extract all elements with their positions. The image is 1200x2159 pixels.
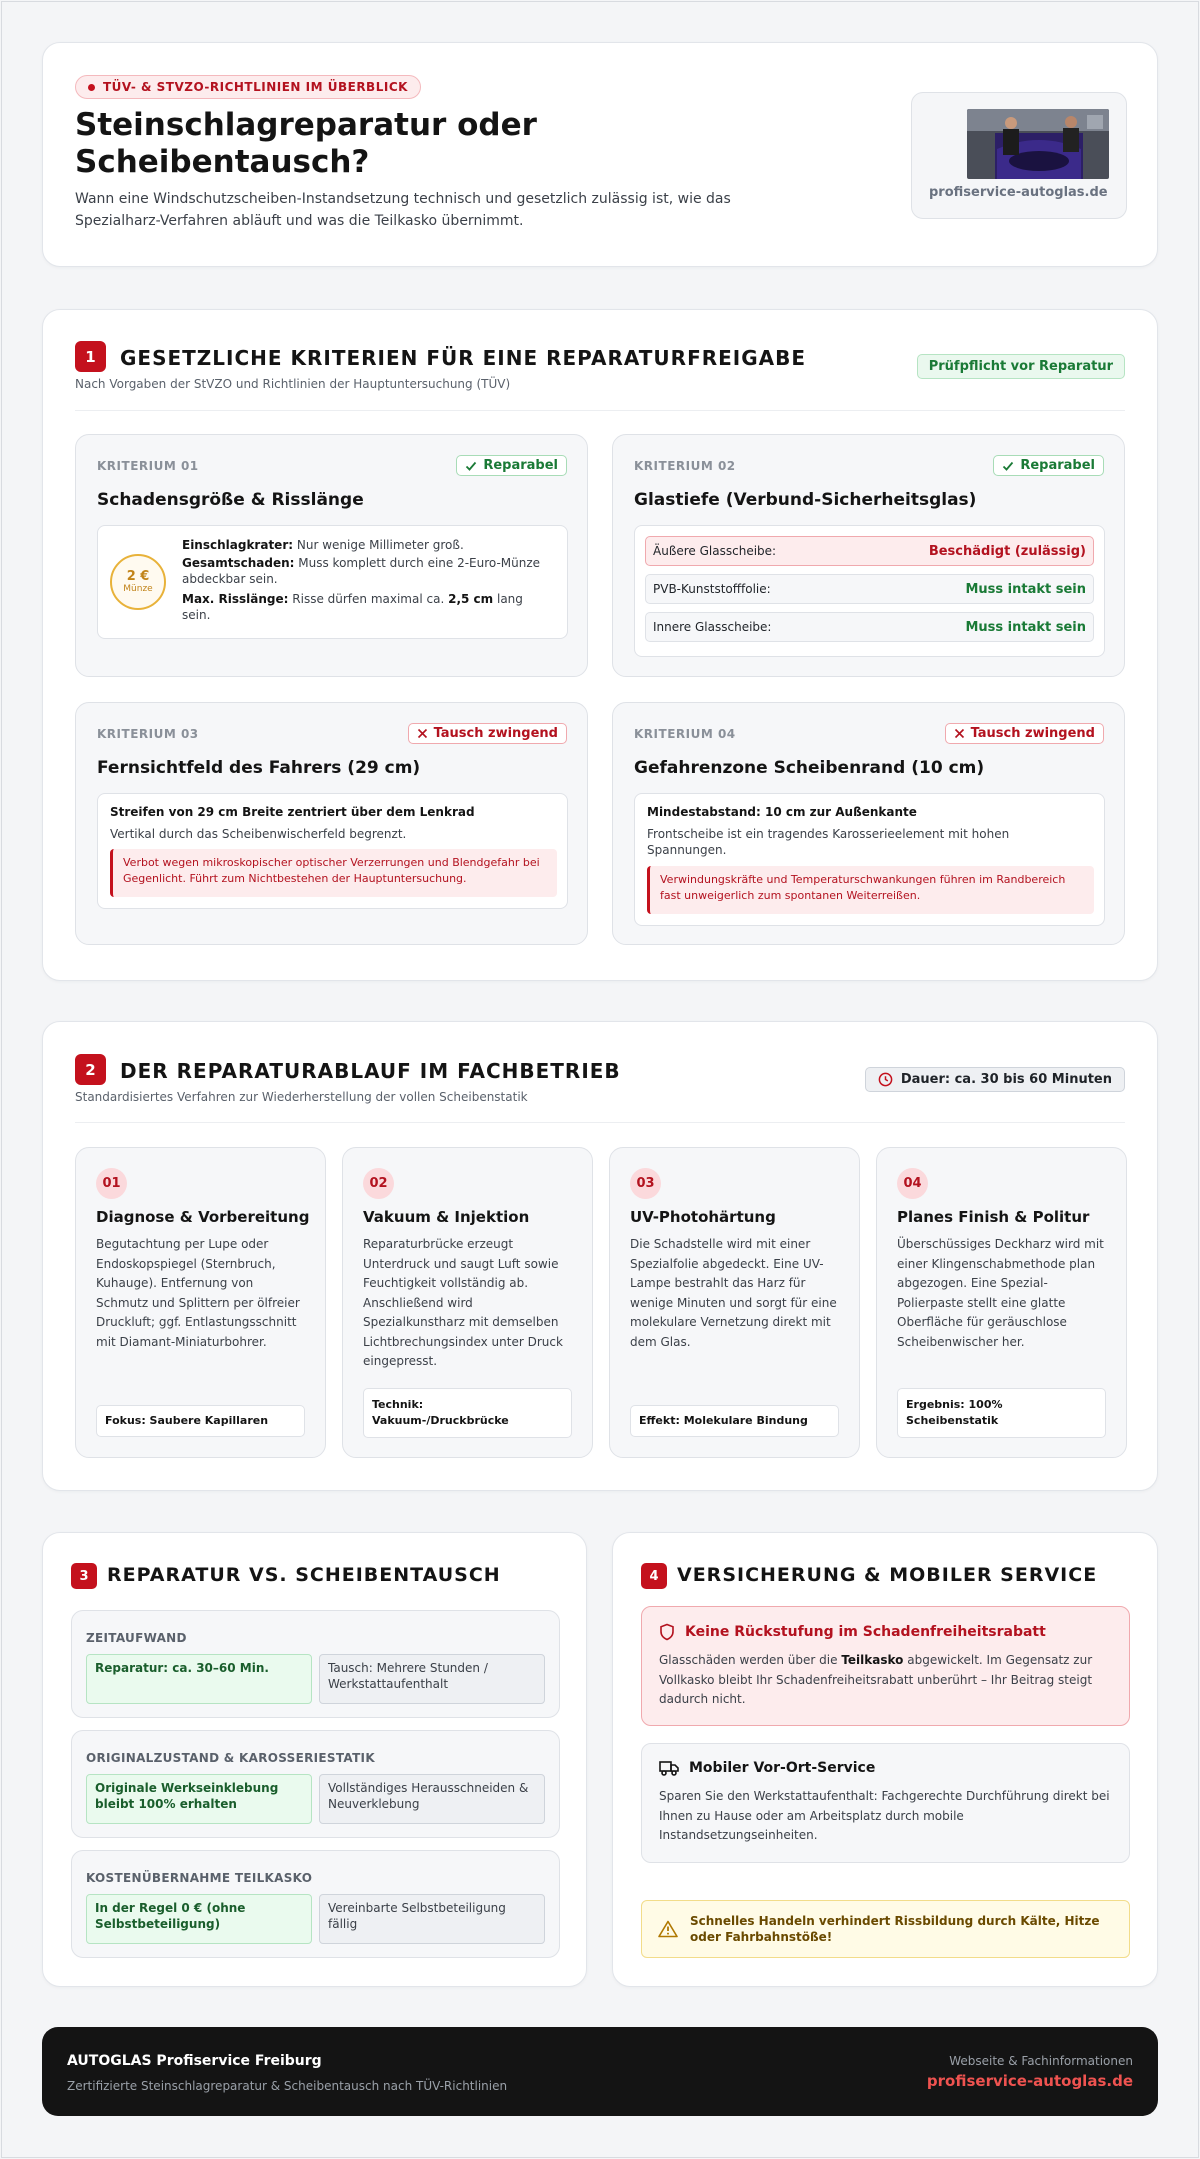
step-title: Diagnose & Vorbereitung xyxy=(96,1208,310,1226)
crack-length-rule: Max. Risslänge: Risse dürfen maximal ca. 2,5 cm lang sein. xyxy=(182,592,523,622)
comparison-row-original xyxy=(71,1730,560,1838)
repair-value: Reparatur: ca. 30–60 Min. xyxy=(86,1654,312,1704)
step-text: Begutachtung per Lupe oder Endoskopspiegel (Sternbruch, Kuhauge). Entfernung von Schmutz und Splittern per ölfreier Druckluft; ggf. Entlastungsschnitt mit Diamant-Miniaturbohrer. xyxy=(96,1237,300,1349)
page-footer xyxy=(42,2027,1158,2116)
warning-icon xyxy=(658,1920,678,1938)
total-damage-rule: Gesamtschaden: Muss komplett durch eine 2-Euro-Münze abdeckbar sein. xyxy=(182,556,541,586)
page-title xyxy=(75,107,537,181)
criterion-card-1 xyxy=(75,434,588,677)
process-step-3 xyxy=(609,1147,860,1458)
x-icon xyxy=(417,728,428,739)
replace-badge-label: Tausch zwingend xyxy=(433,726,558,741)
process-step-4 xyxy=(876,1147,1127,1458)
insurance-info-box xyxy=(641,1606,1130,1726)
coin-text: Münze xyxy=(123,583,153,594)
glass-layers xyxy=(634,525,1105,657)
inspection-tag: Prüfpflicht vor Reparatur xyxy=(917,354,1125,379)
comparison-row-time xyxy=(71,1610,560,1718)
step-text: Die Schadstelle wird mit einer Spezialfolie abgedeckt. Eine UV- Lampe bestrahlt das Harz für wenige Minuten und sorgt für eine molekulare Vernetzung direkt mit dem Glas. xyxy=(630,1237,837,1349)
criterion-detail xyxy=(97,525,568,639)
comparison-label: ORIGINALZUSTAND & KAROSSERIESTATIK xyxy=(86,1751,375,1765)
footer-brand: AUTOGLAS Profiservice Freiburg xyxy=(67,2053,322,2069)
urgency-alert xyxy=(641,1900,1130,1958)
criterion-label: KRITERIUM 02 xyxy=(634,459,736,473)
repairable-badge-label: Reparabel xyxy=(483,458,558,473)
shield-icon xyxy=(659,1623,675,1641)
lead-line1: Wann eine Windschutzscheiben-Instandsetzung technisch und gesetzlich zulässig ist, wie das xyxy=(75,191,731,207)
header-card xyxy=(42,42,1158,267)
section2-title: DER REPARATURABLAUF IM FACHBETRIEB xyxy=(120,1059,621,1083)
duration-label: Dauer: ca. 30 bis 60 Minuten xyxy=(900,1072,1112,1087)
pill-dot-icon xyxy=(88,84,95,91)
mobile-service-box xyxy=(641,1743,1130,1863)
crater-rule: Einschlagkrater: Nur wenige Millimeter groß. xyxy=(182,538,464,552)
coin-icon xyxy=(110,554,166,610)
pill-label: TÜV- & STVZO-RICHTLINIEN IM ÜBERBLICK xyxy=(103,80,408,94)
coin-value: 2 € xyxy=(126,568,150,584)
process-step-2 xyxy=(342,1147,593,1458)
section1-divider xyxy=(75,410,1125,411)
criterion-title: Schadensgröße & Risslänge xyxy=(97,490,364,510)
layer-inner-glass: Innere Glasscheibe: Muss intakt sein xyxy=(645,612,1094,642)
repairable-badge xyxy=(993,455,1104,476)
comparison-label: ZEITAUFWAND xyxy=(86,1631,187,1645)
clock-icon xyxy=(878,1072,893,1087)
repair-value: In der Regel 0 € (ohne Selbstbeteiligung) xyxy=(86,1894,312,1944)
mobile-service-text: Sparen Sie den Werkstattaufenthalt: Fachgerechte Durchführung direkt bei Ihnen zu Hause oder am Arbeitsplatz durch mobile Instandsetzungseinheiten. xyxy=(659,1789,1110,1842)
section-criteria xyxy=(42,309,1158,981)
detail-text: Frontscheibe ist ein tragendes Karosserieelement mit hohen Spannungen. xyxy=(647,827,1010,857)
replacement-value: Vollständiges Herausschneiden & Neuverklebung xyxy=(319,1774,545,1824)
detail-warning: Verbot wegen mikroskopischer optischer Verzerrungen und Blendgefahr bei Gegenlicht. Führt zum Nichtbestehen der Hauptuntersuchung. xyxy=(110,849,557,897)
urgency-text: Schnelles Handeln verhindert Rissbildung durch Kälte, Hitze oder Fahrbahnstöße! xyxy=(690,1914,1100,1944)
detail-strong: Mindestabstand: 10 cm zur Außenkante xyxy=(647,805,917,819)
guideline-pill xyxy=(75,75,421,99)
section4-number: 4 xyxy=(641,1563,667,1589)
x-icon xyxy=(954,728,965,739)
step-title: Vakuum & Injektion xyxy=(363,1208,530,1226)
logo-caption: profiservice-autoglas.de xyxy=(929,185,1108,200)
size-rules xyxy=(182,537,562,623)
criterion-card-2 xyxy=(612,434,1125,677)
section-comparison xyxy=(42,1532,587,1987)
replace-required-badge xyxy=(408,723,567,744)
detail-strong: Streifen von 29 cm Breite zentriert über dem Lenkrad xyxy=(110,805,475,819)
footer-right-label: Webseite & Fachinformationen xyxy=(949,2054,1133,2068)
footer-url-link[interactable]: profiservice-autoglas.de xyxy=(926,2072,1133,2090)
step-title: UV-Photohärtung xyxy=(630,1208,776,1226)
layer-pvb-film: PVB-Kunststofffolie: Muss intakt sein xyxy=(645,574,1094,604)
comparison-row-cost xyxy=(71,1850,560,1958)
section2-divider xyxy=(75,1122,1125,1123)
step-title: Planes Finish & Politur xyxy=(897,1208,1090,1226)
insurance-text: Glasschäden werden über die Teilkasko abgewickelt. Im Gegensatz zur Vollkasko bleibt Ihr Schadenfreiheitsrabatt unberührt – Ihr Beitrag steigt dadurch nicht. xyxy=(659,1653,1093,1706)
page-title-line2: Scheibentausch? xyxy=(75,144,370,180)
replace-badge-label: Tausch zwingend xyxy=(970,726,1095,741)
criterion-title: Gefahrenzone Scheibenrand (10 cm) xyxy=(634,758,985,778)
criterion-label: KRITERIUM 03 xyxy=(97,727,199,741)
process-step-1 xyxy=(75,1147,326,1458)
detail-text: Vertikal durch das Scheibenwischerfeld begrenzt. xyxy=(110,827,407,841)
criterion-label: KRITERIUM 04 xyxy=(634,727,736,741)
lead-line2: Spezialharz-Verfahren abläuft und was die Teilkasko übernimmt. xyxy=(75,213,524,229)
layer-outer-glass: Äußere Glasscheibe: Beschädigt (zulässig) xyxy=(645,536,1094,566)
step-text: Überschüssiges Deckharz wird mit einer Klingenschabmethode plan abgezogen. Eine Spezial- Polierpaste stellt eine glatte Oberfläche für geräuschlose Scheibenwischer her. xyxy=(897,1237,1104,1349)
section-process xyxy=(42,1021,1158,1491)
repairable-badge xyxy=(456,455,567,476)
section3-title: REPARATUR VS. SCHEIBENTAUSCH xyxy=(107,1564,501,1586)
check-icon xyxy=(1002,460,1014,472)
step-footnote: Technik: Vakuum-/Druckbrücke xyxy=(363,1388,572,1438)
comparison-label: KOSTENÜBERNAHME TEILKASKO xyxy=(86,1871,313,1885)
section-insurance xyxy=(612,1532,1158,1987)
page-title-line1: Steinschlagreparatur oder xyxy=(75,107,537,143)
step-text: Reparaturbrücke erzeugt Unterdruck und saugt Luft sowie Feuchtigkeit vollständig ab. Anschließend wird Spezialkunstharz mit demselben Lichtbrechungsindex unter Druck eingepresst. xyxy=(363,1237,563,1368)
duration-tag xyxy=(865,1067,1125,1092)
section1-title: GESETZLICHE KRITERIEN FÜR EINE REPARATURFREIGABE xyxy=(120,346,807,370)
step-number: 04 xyxy=(897,1168,928,1199)
step-number: 02 xyxy=(363,1168,394,1199)
step-footnote: Effekt: Molekulare Bindung xyxy=(630,1405,839,1437)
check-icon xyxy=(465,460,477,472)
section4-title: VERSICHERUNG & MOBILER SERVICE xyxy=(677,1564,1098,1586)
detail-warning: Verwindungskräfte und Temperaturschwankungen führen im Randbereich fast unweigerlich zum spontanen Weiterreißen. xyxy=(647,866,1094,914)
criterion-detail xyxy=(634,793,1105,926)
insurance-title: Keine Rückstufung im Schadenfreiheitsrabatt xyxy=(659,1623,1046,1641)
step-number: 01 xyxy=(96,1168,127,1199)
section1-number: 1 xyxy=(75,341,106,372)
logo-box xyxy=(911,92,1127,219)
step-footnote: Ergebnis: 100% Scheibenstatik xyxy=(897,1388,1106,1438)
criterion-label: KRITERIUM 01 xyxy=(97,459,199,473)
criterion-card-3 xyxy=(75,702,588,945)
criterion-title: Fernsichtfeld des Fahrers (29 cm) xyxy=(97,758,421,778)
footer-tagline: Zertifizierte Steinschlagreparatur & Scheibentausch nach TÜV-Richtlinien xyxy=(67,2079,508,2093)
criterion-card-4 xyxy=(612,702,1125,945)
section2-subtitle: Standardisiertes Verfahren zur Wiederherstellung der vollen Scheibenstatik xyxy=(75,1090,528,1104)
logo-image xyxy=(967,109,1109,179)
step-footnote: Fokus: Saubere Kapillaren xyxy=(96,1405,305,1437)
replace-required-badge xyxy=(945,723,1104,744)
section1-subtitle: Nach Vorgaben der StVZO und Richtlinien der Hauptuntersuchung (TÜV) xyxy=(75,377,511,391)
repairable-badge-label: Reparabel xyxy=(1020,458,1095,473)
repair-value: Originale Werkseinklebung bleibt 100% erhalten xyxy=(86,1774,312,1824)
section2-number: 2 xyxy=(75,1054,106,1085)
step-number: 03 xyxy=(630,1168,661,1199)
replacement-value: Vereinbarte Selbstbeteiligung fällig xyxy=(319,1894,545,1944)
mobile-service-title: Mobiler Vor-Ort-Service xyxy=(659,1760,875,1776)
criterion-title: Glastiefe (Verbund-Sicherheitsglas) xyxy=(634,490,977,510)
criterion-detail xyxy=(97,793,568,909)
section3-number: 3 xyxy=(71,1563,97,1589)
truck-icon xyxy=(659,1760,679,1776)
page-lead xyxy=(75,188,731,232)
replacement-value: Tausch: Mehrere Stunden / Werkstattaufenthalt xyxy=(319,1654,545,1704)
